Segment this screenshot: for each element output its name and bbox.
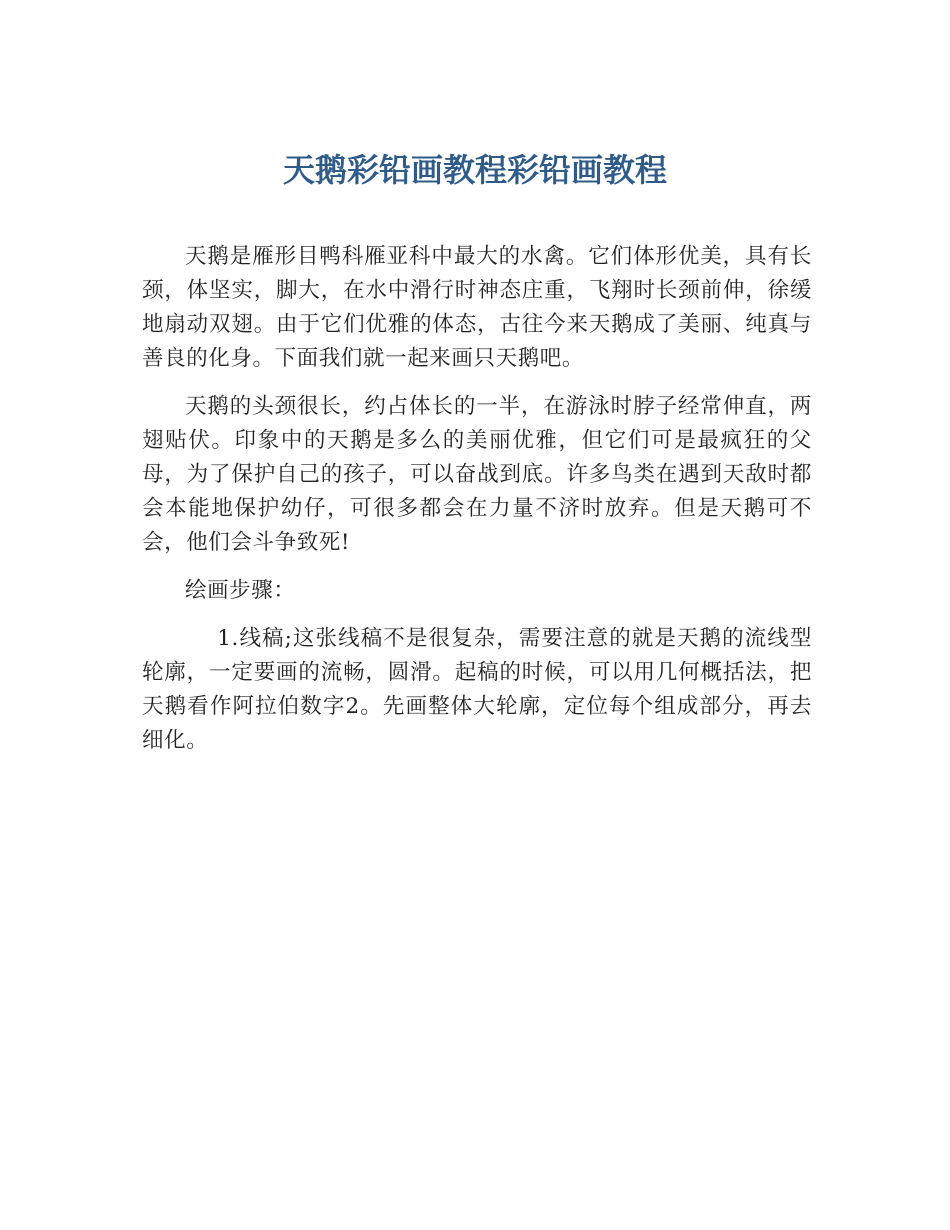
document-title: 天鹅彩铅画教程彩铅画教程	[282, 151, 667, 189]
paragraph-steps-heading: 绘画步骤：	[185, 578, 296, 603]
paragraph-step-1: 1.线稿;这张线稿不是很复杂，需要注意的就是天鹅的流线型轮廓，一定要画的流畅，圆滑。起稿的时候，可以用几何概括法，把天鹅看作阿拉伯数字2。先画整体大轮廓，定位每个组成部分，再去细化。	[142, 626, 812, 753]
paragraph-intro: 天鹅是雁形目鸭科雁亚科中最大的水禽。它们体形优美，具有长颈，体坚实，脚大，在水中滑行时神态庄重，飞翔时长颈前伸，徐缓地扇动双翅。由于它们优雅的体态，古往今来天鹅成了美丽、纯真与善良的化身。下面我们就一起来画只天鹅吧。	[142, 244, 812, 371]
document-body	[142, 240, 812, 772]
paragraph-description: 天鹅的头颈很长，约占体长的一半，在游泳时脖子经常伸直，两翅贴伏。印象中的天鹅是多么的美丽优雅，但它们可是最疯狂的父母，为了保护自己的孩子，可以奋战到底。许多鸟类在遇到天敌时都会本能地保护幼仔，可很多都会在力量不济时放弃。但是天鹅可不会，他们会斗争致死!	[142, 394, 812, 555]
